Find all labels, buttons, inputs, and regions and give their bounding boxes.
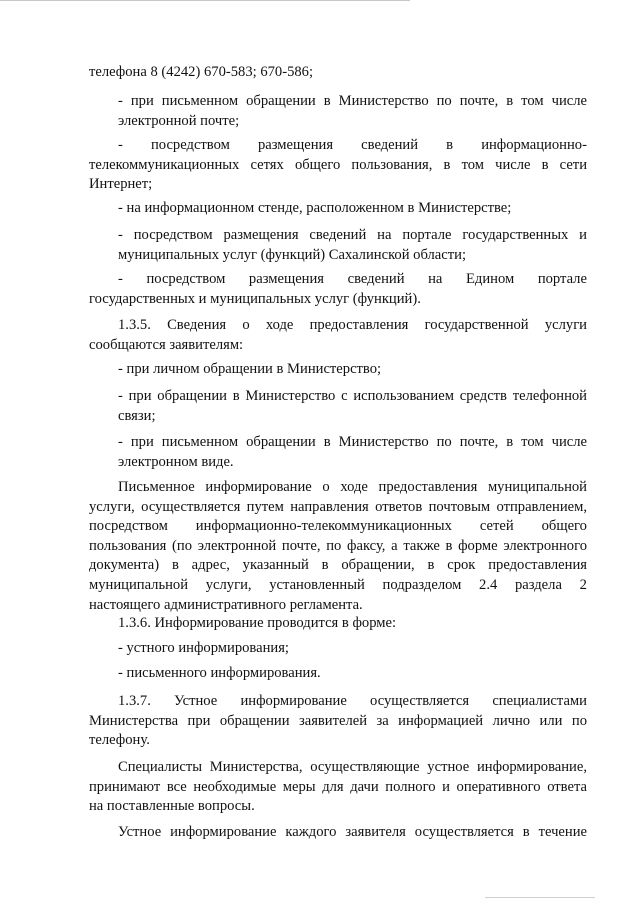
word: услуги (544, 317, 587, 333)
word: 1.3.7. (118, 693, 151, 709)
word: посредством (146, 271, 226, 287)
text-line: Устное информирование каждого заявителя осуществляется в течение (118, 824, 587, 840)
text-line-justified (89, 316, 587, 336)
text-line: услуги, осуществляется путем направления ответов почтовым отправлением, (89, 498, 587, 515)
word: предоставления (309, 317, 409, 333)
word: информационно- (481, 137, 587, 153)
word: государственной (424, 317, 529, 333)
word: установленный (269, 576, 365, 593)
word: информирование (240, 693, 347, 709)
paragraph-personal-appeal (89, 360, 587, 380)
word: - (118, 271, 123, 287)
text-line: документа) в адрес, указанный в обращении, в срок предоставления (89, 557, 587, 574)
paragraph-info-networks (89, 136, 587, 195)
text-line: Интернет; (89, 176, 153, 193)
text-line: сообщаются заявителям: (89, 336, 244, 353)
text-line: пользования (по электронной почте, по факсу, а также в форме электронного (89, 537, 587, 554)
scan-bottom-mark (485, 897, 595, 898)
word: размещения (248, 271, 325, 287)
text-line: Специалисты Министерства, осуществляющие устное информирование, (118, 759, 587, 775)
text-line: настоящего административного регламента. (89, 596, 363, 613)
word: о (242, 317, 250, 333)
word: сетей (479, 518, 514, 535)
text-line: электронном виде. (118, 453, 234, 470)
paragraph-written-electronic (89, 433, 587, 472)
paragraph-info-stand (89, 199, 587, 219)
word: Сведения (167, 317, 227, 333)
paragraph-oral-duration (89, 823, 587, 843)
word: 2 (579, 576, 587, 593)
word: раздела (514, 576, 562, 593)
text-line: - при обращении в Министерство с использованием средств телефонной (118, 388, 587, 404)
paragraph-1-3-7 (89, 692, 587, 751)
word: 1.3.5. (118, 317, 151, 333)
paragraph-oral-form (89, 639, 587, 659)
text-line: - при письменном обращении в Министерство по почте, в том числе (118, 434, 587, 450)
paragraph-unified-portal (89, 270, 587, 309)
word: в (446, 137, 454, 153)
paragraph-written-form (89, 664, 587, 684)
text-line: - при письменном обращении в Министерство по почте, в том числе (118, 93, 587, 109)
text-line: телекоммуникационных сетях общего пользования, в том числе в сети (89, 156, 587, 173)
text-line: принимают все необходимые меры для дачи полного и оперативного ответа (89, 778, 587, 795)
word: посредством (89, 518, 168, 535)
text-line: Министерства при обращении заявителей за информацией лично или по (89, 712, 587, 729)
word: услуги, (205, 576, 252, 593)
word: сведений (347, 271, 405, 287)
text-line: - устного информирования; (118, 640, 289, 656)
word: Устное (174, 693, 218, 709)
word: 2.4 (479, 576, 498, 593)
text-line-justified (89, 576, 587, 596)
paragraph-written-informing (89, 478, 587, 615)
word: - (118, 137, 123, 153)
word: ходе (265, 317, 294, 333)
text-line-justified (89, 270, 587, 290)
word: общего (541, 518, 587, 535)
paragraph-written-mail (89, 92, 587, 131)
paragraph-regional-portal (89, 226, 587, 265)
text-line: - письменного информирования. (118, 665, 321, 681)
text-line: государственных и муниципальных услуг (функций). (89, 290, 421, 307)
paragraph-phone (89, 63, 587, 83)
paragraph-specialists (89, 758, 587, 817)
word: подразделом (382, 576, 462, 593)
text-line: - при личном обращении в Министерство; (118, 361, 382, 377)
word: на (428, 271, 443, 287)
text-line-justified (89, 136, 587, 156)
text-line: Письменное информирование о ходе предоставления муниципальной (118, 479, 587, 495)
text-line: телефона 8 (4242) 670-583; 670-586; (89, 64, 314, 80)
scan-top-edge (0, 0, 410, 1)
paragraph-phone-appeal (89, 387, 587, 426)
text-line: на поставленные вопросы. (89, 798, 255, 815)
word: специалистами (492, 693, 587, 709)
text-line: телефону. (89, 732, 150, 749)
word: посредством (150, 137, 230, 153)
paragraph-1-3-6 (89, 614, 587, 634)
text-line: 1.3.6. Информирование проводится в форме: (118, 615, 397, 631)
word: муниципальной (89, 576, 189, 593)
word: сведений (361, 137, 419, 153)
word: информационно-телекоммуникационных (195, 518, 452, 535)
word: осуществляется (370, 693, 470, 709)
text-line: - посредством размещения сведений на портале государственных и (118, 227, 587, 243)
word: размещения (257, 137, 334, 153)
text-line-justified (89, 517, 587, 537)
text-line: связи; (118, 407, 156, 424)
word: Едином (466, 271, 515, 287)
text-line: - на информационном стенде, расположенном в Министерстве; (118, 200, 512, 216)
word: портале (537, 271, 587, 287)
text-line: электронной почте; (118, 112, 240, 129)
text-line-justified (89, 692, 587, 712)
text-line: муниципальных услуг (функций) Сахалинской области; (118, 246, 467, 263)
paragraph-1-3-5 (89, 316, 587, 355)
